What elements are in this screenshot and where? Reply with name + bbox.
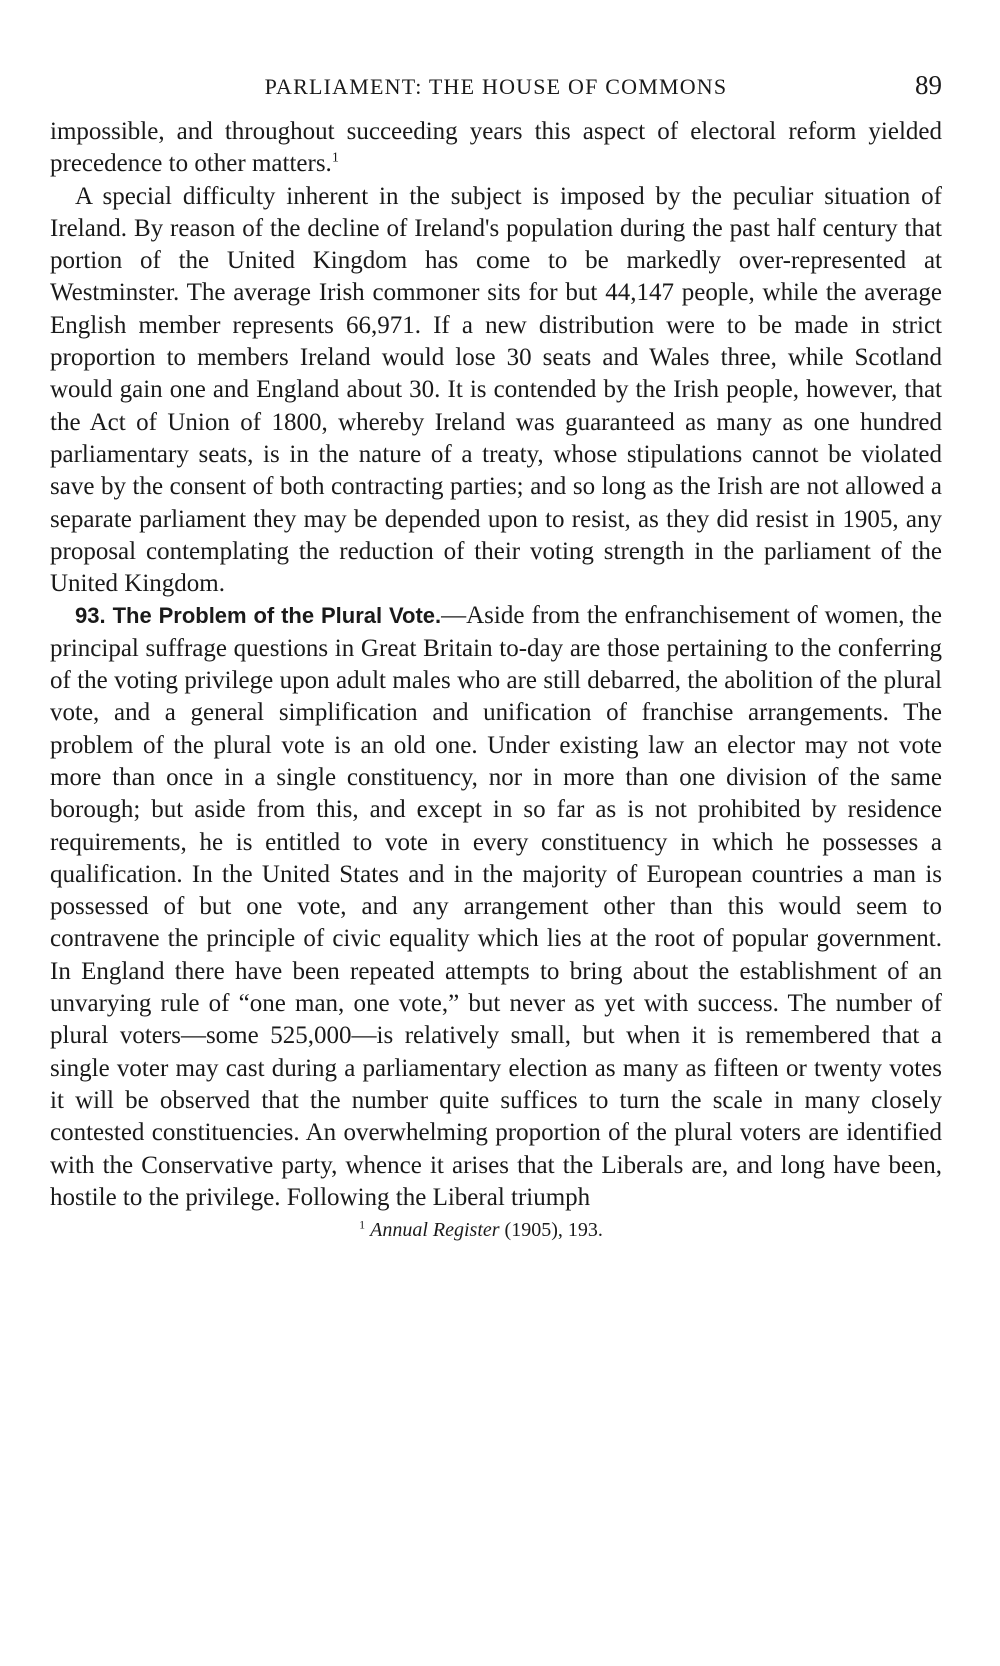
page-number: 89: [915, 70, 942, 100]
paragraph-continuation: [50, 116, 942, 181]
body-text: [50, 116, 942, 1214]
section-number: 93.: [75, 603, 106, 629]
footnote-source-title: Annual Register: [370, 1219, 500, 1242]
section-heading: The Problem of the Plural Vote.: [112, 603, 442, 629]
footnote: [50, 1216, 942, 1244]
paragraph-text: —Aside from the enfranchisement of women, the principal suffrage questions in Great Britain to-day are those pertaining to the conferring of the voting privilege upon adult males who are still debarred, the abolition of the plural vote, and a general simplification and unification of franchise arrangements. The problem of the plural vote is an old one. Under existing law an elector may not vote more than once in a single constituency, nor in more than one division of the same borough; but aside from this, and except in so far as is not prohibited by residence requirements, he is entitled to vote in every constituency in which he possesses a qualification. In the United States and in the majority of European countries a man is possessed of but one vote, and any arrangement other than this would seem to contravene the principle of civic equality which lies at the root of popular government. In England there have been repeated attempts to bring about the establishment of an unvarying rule of “one man, one vote,” but never as yet with success. The number of plural voters—some 525,000—is relatively small, but when it is remembered that a single voter may cast during a parliamentary election as many as fifteen or twenty votes it will be observed that the number quite suffices to turn the scale in many closely contested constituencies. An overwhelming proportion of the plural voters are identified with the Conservative party, whence it arises that the Liberals are, and long have been, hostile to the privilege. Following the Liberal triumph: [50, 602, 943, 1211]
footnote-source-detail: (1905), 193.: [499, 1219, 603, 1242]
footnote-reference: 1: [331, 150, 339, 166]
running-title: PARLIAMENT: THE HOUSE OF COMMONS: [264, 74, 728, 99]
book-page: [50, 68, 942, 1244]
section-93-paragraph: [50, 600, 942, 1214]
paragraph-text: impossible, and throughout succeeding years this aspect of electoral reform yielded precedence to other matters.: [50, 118, 942, 178]
footnote-marker: 1: [359, 1217, 366, 1232]
paragraph-ireland: A special difficulty inherent in the subject is imposed by the peculiar situation of Ireland. By reason of the decline of Ireland's population during the past half century that portion of the United Kingdom has come to be markedly over-represented at Westminster. The average Irish commoner sits for but 44,147 people, while the average English member represents 66,971. If a new distribution were to be made in strict proportion to members Ireland would lose 30 seats and Wales three, while Scotland would gain one and England about 30. It is contended by the Irish people, however, that the Act of Union of 1800, whereby Ireland was guaranteed as many as one hundred parliamentary seats, is in the nature of a treaty, whose stipulations cannot be violated save by the consent of both contracting parties; and so long as the Irish are not allowed a separate parliament they may be depended upon to resist, as they did resist in 1905, any proposal contemplating the reduction of their voting strength in the parliament of the United Kingdom.: [50, 182, 942, 598]
running-header: [50, 68, 942, 108]
